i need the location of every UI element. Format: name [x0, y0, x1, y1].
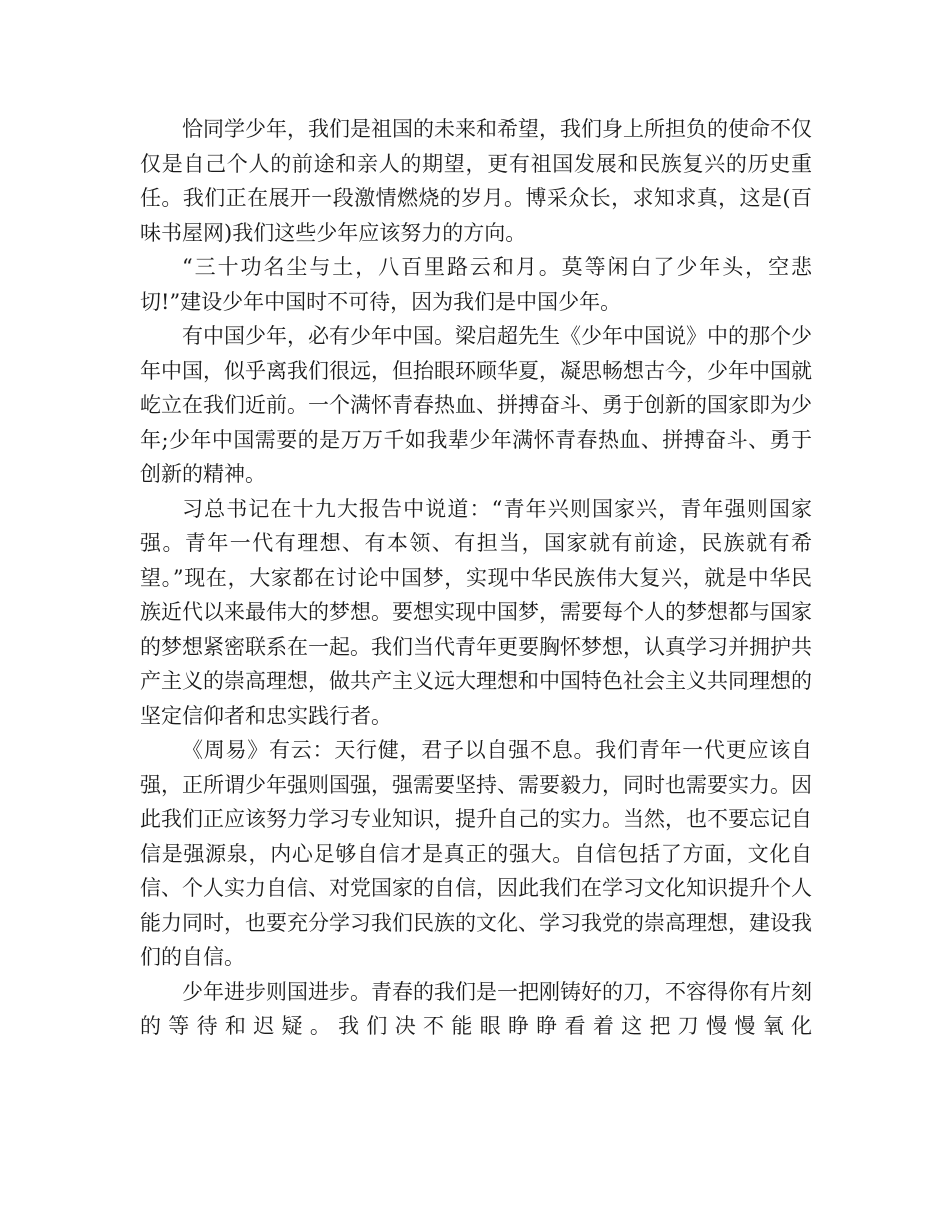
paragraph: 有中国少年，必有少年中国。梁启超先生《少年中国说》中的那个少年中国，似乎离我们很远，但抬眼环顾华夏，凝思畅想古今，少年中国就屹立在我们近前。一个满怀青春热血、拼搏奋斗、勇于创新的国家即为少年;少年中国需要的是万万千如我辈少年满怀青春热血、拼搏奋斗、勇于创新的精神。: [140, 324, 812, 486]
paragraph: 恰同学少年，我们是祖国的未来和希望，我们身上所担负的使命不仅仅是自己个人的前途和亲人的期望，更有祖国发展和民族复兴的历史重任。我们正在展开一段激情燃烧的岁月。博采众长，求知求真，这是(百味书屋网)我们这些少年应该努力的方向。: [140, 117, 812, 245]
paragraph: 习总书记在十九大报告中说道：“青年兴则国家兴，青年强则国家强。青年一代有理想、有本领、有担当，国家就有前途，民族就有希望。”现在，大家都在讨论中国梦，实现中华民族伟大复兴，就是中华民族近代以来最伟大的梦想。要想实现中国梦，需要每个人的梦想都与国家的梦想紧密联系在一起。我们当代青年更要胸怀梦想，认真学习并拥护共产主义的崇高理想，做共产主义远大理想和中国特色社会主义共同理想的坚定信仰者和忠实践行者。: [140, 496, 812, 728]
paragraph: 少年进步则国进步。青春的我们是一把刚铸好的刀，不容得你有片刻的等待和迟疑。我们决不能眼睁睁看着这把刀慢慢氧化: [140, 979, 812, 1038]
paragraph: 《周易》有云：天行健，君子以自强不息。我们青年一代更应该自强，正所谓少年强则国强，强需要坚持、需要毅力，同时也需要实力。因此我们正应该努力学习专业知识，提升自己的实力。当然，也不要忘记自信是强源泉，内心足够自信才是真正的强大。自信包括了方面，文化自信、个人实力自信、对党国家的自信，因此我们在学习文化知识提升个人能力同时，也要充分学习我们民族的文化、学习我党的崇高理想，建设我们的自信。: [140, 738, 812, 969]
paragraph: “三十功名尘与土，八百里路云和月。莫等闲白了少年头，空悲切!”建设少年中国时不可待，因为我们是中国少年。: [140, 255, 812, 314]
document-page: [140, 112, 812, 1044]
